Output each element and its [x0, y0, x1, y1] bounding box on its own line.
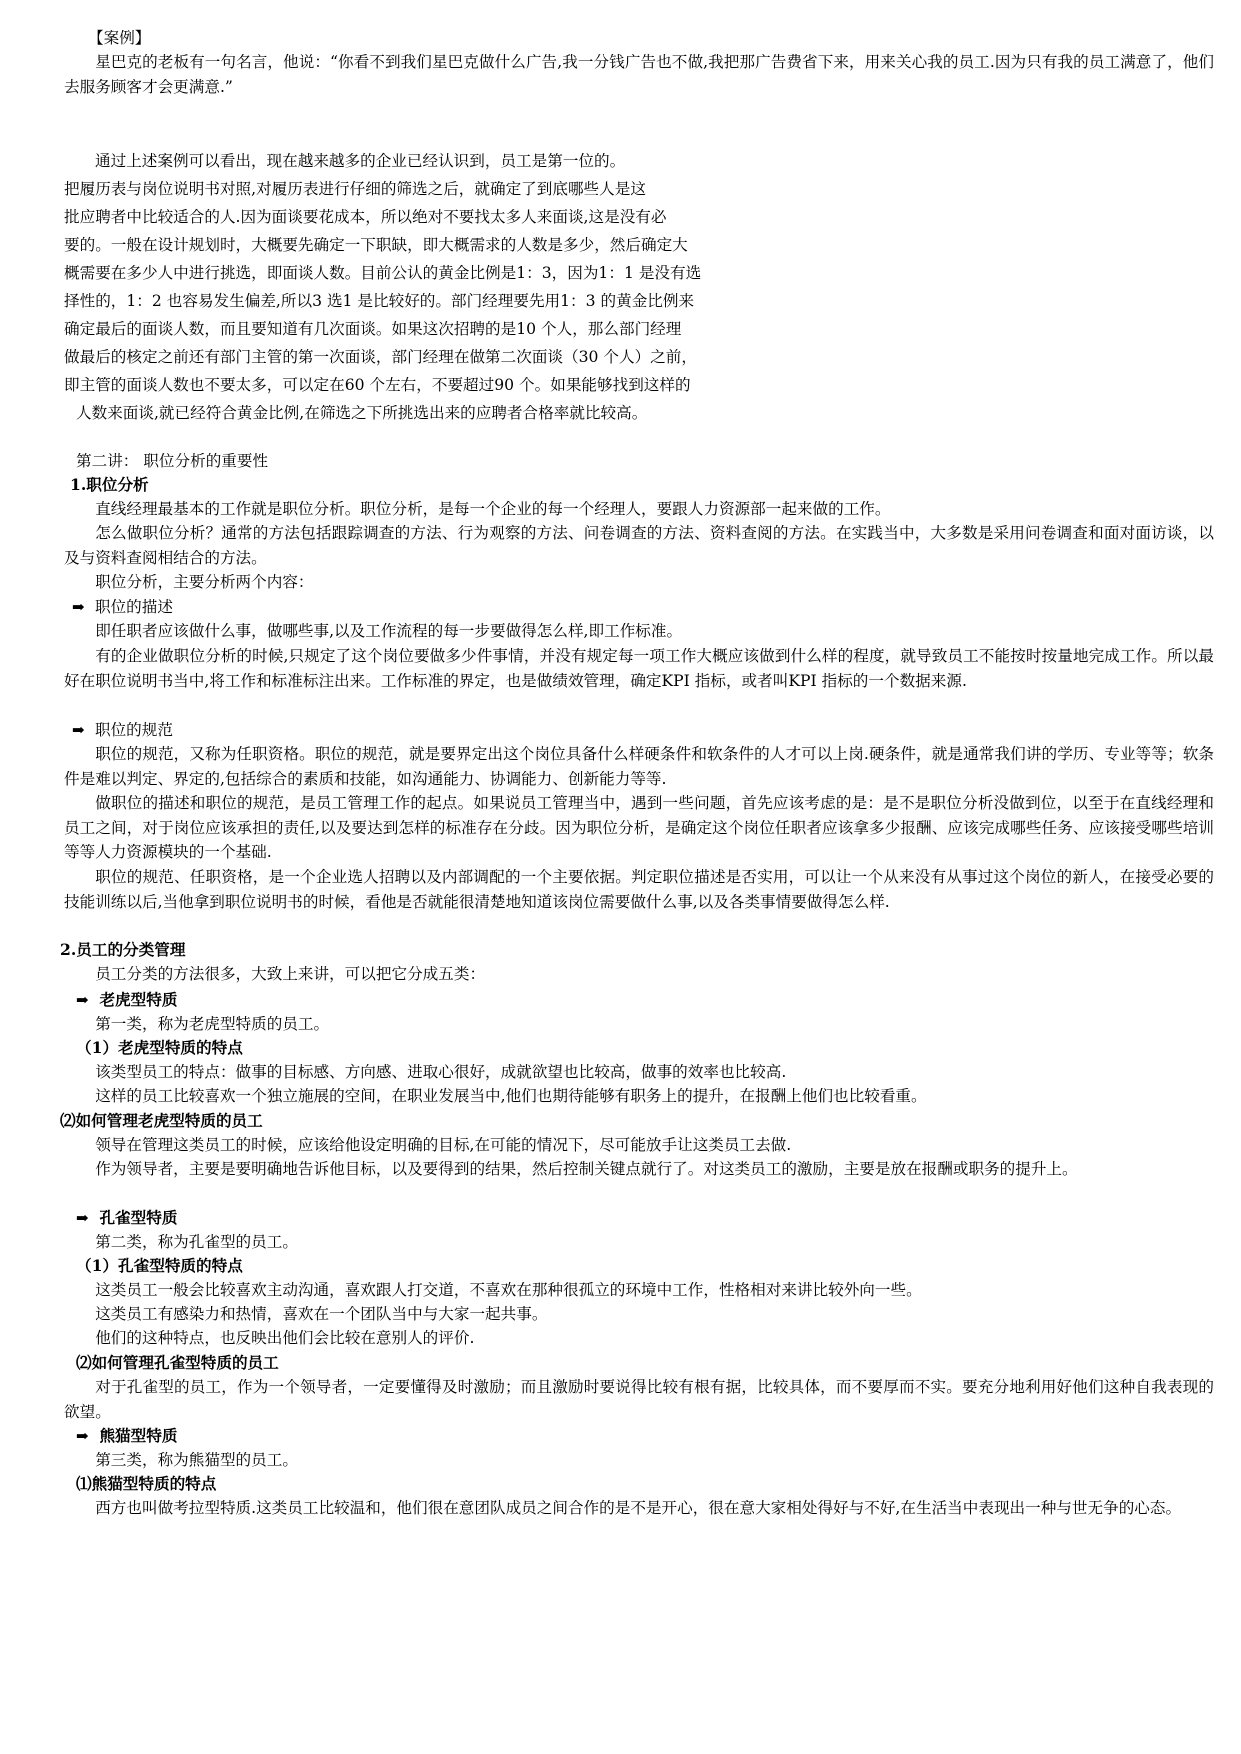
block-line: 确定最后的面谈人数，而且要知道有几次面谈。如果这次招聘的是10 个人，那么部门经理	[64, 320, 682, 338]
block-line: 人数来面谈,就已经符合黄金比例,在筛选之下所挑选出来的应聘者合格率就比较高。	[76, 404, 648, 422]
sec1-paragraph: 职位分析，主要分析两个内容：	[95, 573, 314, 591]
block-line: 择性的，1：2 也容易发生偏差,所以3 选1 是比较好的。部门经理要先用1：3 的黄金比例来	[64, 292, 695, 310]
tiger-paragraph: 该类型员工的特点：做事的目标感、方向感、进取心很好，成就欲望也比较高，做事的效率也比较高.	[95, 1063, 787, 1081]
peacock-paragraph: 对于孔雀型的员工，作为一个领导者，一定要懂得及时激励；而且激励时要说得比较有根有据，比较具体，而不要厚而不实。要充分地利用好他们这种自我表现的欲望。	[64, 1378, 1214, 1421]
arrow-bullet-icon: ➡	[76, 1209, 89, 1227]
case-paragraph: 星巴克的老板有一句名言，他说：“你看不到我们星巴克做什么广告,我一分钱广告也不做,我把那广告费省下来，用来关心我的员工.因为只有我的员工满意了，他们去服务顾客才会更满意.”	[64, 53, 1214, 96]
peacock-heading	[76, 1205, 1226, 1231]
peacock-paragraph: 他们的这种特点，也反映出他们会比较在意别人的评价.	[95, 1329, 475, 1347]
arrow-bullet-icon: ➡	[72, 598, 85, 616]
spec-paragraph: 职位的规范，又称为任职资格。职位的规范，就是要界定出这个岗位具备什么样硬条件和软条件的人才可以上岗.硬条件，就是通常我们讲的学历、专业等等；软条件是难以判定、界定的,包括综合的素质和技能，如沟通能力、协调能力、创新能力等等.	[64, 745, 1214, 788]
section-1-title: 1.职位分析	[70, 475, 149, 494]
panda-subheading: ⑴熊猫型特质的特点	[76, 1474, 217, 1493]
desc-paragraph: 有的企业做职位分析的时候,只规定了这个岗位要做多少件事情，并没有规定每一项工作大概应该做到什么样的程度，就导致员工不能按时按量地完成工作。所以最好在职位说明书当中,将工作和标准标注出来。工作标准的界定，也是做绩效管理，确定KPI 指标，或者叫KPI 指标的一个数据来源.	[64, 647, 1214, 690]
tiger-paragraph: 作为领导者，主要是要明确地告诉他目标，以及要得到的结果，然后控制关键点就行了。对这类员工的激励，主要是放在报酬或职务的提升上。	[95, 1160, 1078, 1178]
peacock-paragraph: 这类员工一般会比较喜欢主动沟通，喜欢跟人打交道，不喜欢在那种很孤立的环境中工作，性格相对来讲比较外向一些。	[95, 1281, 922, 1299]
spec-paragraph: 做职位的描述和职位的规范，是员工管理工作的起点。如果说员工管理当中，遇到一些问题，首先应该考虑的是：是不是职位分析没做到位，以至于在直线经理和员工之间，对于岗位应该承担的责任,以及要达到怎样的标准存在分歧。因为职位分析，是确定这个岗位任职者应该拿多少报酬、应该完成哪些任务、应该接受哪些培训等等人力资源模块的一个基础.	[64, 794, 1214, 861]
tiger-paragraph: 这样的员工比较喜欢一个独立施展的空间，在职业发展当中,他们也期待能够有职务上的提升，在报酬上他们也比较看重。	[95, 1087, 927, 1105]
summary-paragraph: 通过上述案例可以看出，现在越来越多的企业已经认识到，员工是第一位的。	[95, 152, 626, 170]
tiger-heading	[76, 987, 1226, 1013]
section-2-title: 2.员工的分类管理	[60, 940, 186, 959]
panda-heading	[76, 1423, 1226, 1449]
block-line: 把履历表与岗位说明书对照,对履历表进行仔细的筛选之后，就确定了到底哪些人是这	[64, 180, 646, 198]
arrow-bullet-icon: ➡	[72, 721, 85, 739]
peacock-subheading: （1）孔雀型特质的特点	[76, 1256, 243, 1275]
sec1-paragraph: 直线经理最基本的工作就是职位分析。职位分析，是每一个企业的每一个经理人，要跟人力资源部一起来做的工作。	[95, 500, 891, 518]
panda-paragraph: 西方也叫做考拉型特质.这类员工比较温和，他们很在意团队成员之间合作的是不是开心，很在意大家相处得好与不好,在生活当中表现出一种与世无争的心态。	[95, 1499, 1182, 1517]
arrow-bullet-icon: ➡	[76, 1427, 89, 1445]
peacock-paragraph: 第二类，称为孔雀型的员工。	[95, 1233, 298, 1251]
block-line: 批应聘者中比较适合的人.因为面谈要花成本，所以绝对不要找太多人来面谈,这是没有必	[64, 208, 667, 226]
sec2-paragraph: 员工分类的方法很多，大致上来讲，可以把它分成五类：	[95, 965, 486, 983]
peacock-subheading: ⑵如何管理孔雀型特质的员工	[76, 1353, 279, 1372]
tiger-paragraph: 第一类，称为老虎型特质的员工。	[95, 1015, 330, 1033]
spec-paragraph: 职位的规范、任职资格，是一个企业选人招聘以及内部调配的一个主要依据。判定职位描述是否实用，可以让一个从来没有从事过这个岗位的新人，在接受必要的技能训练以后,当他拿到职位说明书的时候，看他是否就能很清楚地知道该岗位需要做什么事,以及各类事情要做得怎么样.	[64, 868, 1214, 911]
block-line: 做最后的核定之前还有部门主管的第一次面谈，部门经理在做第二次面谈（30 个人）之前，	[64, 348, 697, 366]
block-line: 概需要在多少人中进行挑选，即面谈人数。目前公认的黄金比例是1：3，因为1：1 是没有选	[64, 264, 702, 282]
desc-title: 职位的描述	[94, 598, 173, 616]
spec-heading	[72, 717, 1222, 743]
arrow-bullet-icon: ➡	[76, 991, 89, 1009]
tiger-subheading: （1）老虎型特质的特点	[76, 1038, 243, 1057]
sec1-paragraph: 怎么做职位分析？通常的方法包括跟踪调查的方法、行为观察的方法、问卷调查的方法、资料查阅的方法。在实践当中，大多数是采用问卷调查和面对面访谈，以及与资料查阅相结合的方法。	[64, 524, 1214, 567]
panda-paragraph: 第三类，称为熊猫型的员工。	[95, 1451, 298, 1469]
desc-heading	[72, 594, 1222, 620]
case-label: 【案例】	[88, 29, 151, 47]
tiger-paragraph: 领导在管理这类员工的时候，应该给他设定明确的目标,在可能的情况下，尽可能放手让这类员工去做.	[95, 1136, 792, 1154]
peacock-title: 孔雀型特质	[99, 1208, 178, 1227]
block-line: 要的。一般在设计规划时，大概要先确定一下职缺，即大概需求的人数是多少，然后确定大	[64, 236, 688, 254]
block-line: 即主管的面谈人数也不要太多，可以定在60 个左右，不要超过90 个。如果能够找到这样的	[64, 376, 691, 394]
spec-title: 职位的规范	[94, 721, 173, 739]
tiger-subheading: ⑵如何管理老虎型特质的员工	[60, 1111, 263, 1130]
peacock-paragraph: 这类员工有感染力和热情，喜欢在一个团队当中与大家一起共事。	[95, 1305, 548, 1323]
desc-paragraph: 即任职者应该做什么事，做哪些事,以及工作流程的每一步要做得怎么样,即工作标准。	[95, 622, 683, 640]
lecture-title: 第二讲： 职位分析的重要性	[76, 452, 269, 470]
tiger-title: 老虎型特质	[99, 990, 178, 1009]
panda-title: 熊猫型特质	[99, 1426, 178, 1445]
